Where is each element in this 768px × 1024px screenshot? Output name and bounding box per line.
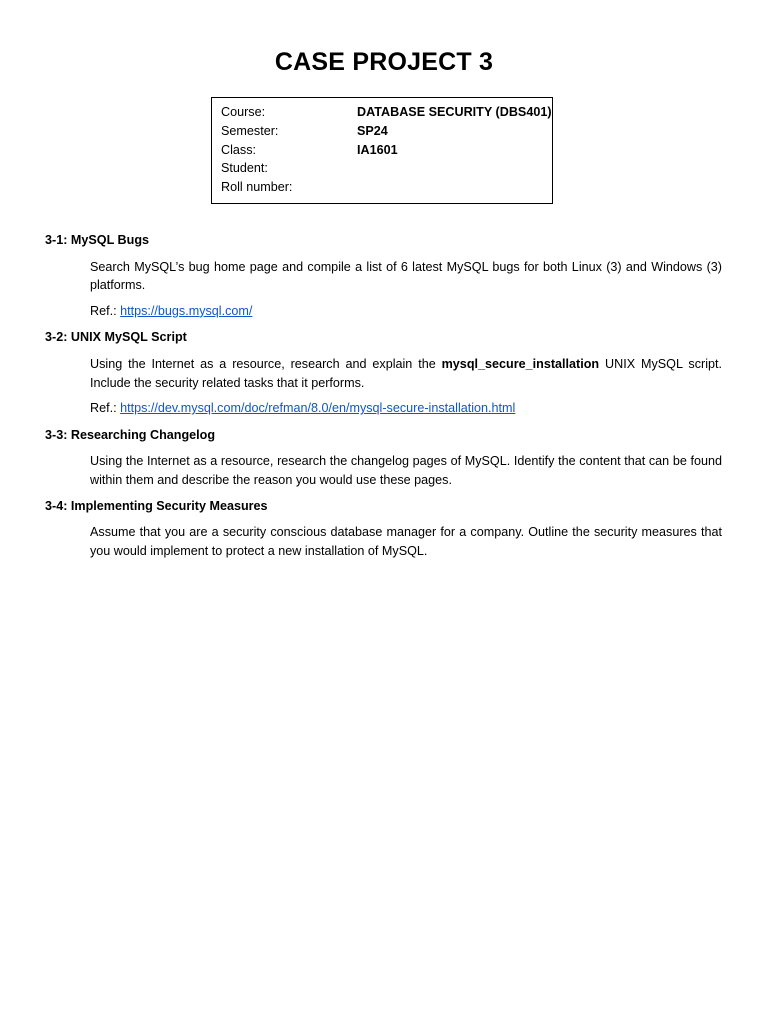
reference-link[interactable]: https://dev.mysql.com/doc/refman/8.0/en/mysql-secure-installation.html <box>120 401 516 416</box>
semester-label: Semester: <box>221 123 279 138</box>
course-label: Course: <box>221 105 266 119</box>
section-paragraph: Search MySQL’s bug home page and compile a list of 6 latest MySQL bugs for both Linux (3) and Windows (3) platforms. <box>90 259 722 293</box>
page-title: CASE PROJECT 3 <box>274 48 494 76</box>
class-label: Class: <box>221 142 256 157</box>
reference-line <box>90 302 722 321</box>
class-value: IA1601 <box>357 142 398 157</box>
section-3-2 <box>45 328 722 417</box>
section-paragraph: Using the Internet as a resource, research the changelog pages of MySQL. Identify the content that can be found within them and describe the reason you would use these pages. <box>90 454 722 487</box>
section-heading: 3-1: MySQL Bugs <box>45 233 150 247</box>
info-row-course <box>221 103 552 122</box>
document-body <box>45 231 722 567</box>
section-3-1 <box>45 231 722 320</box>
info-row-roll-number <box>221 178 552 197</box>
section-paragraph: Assume that you are a security conscious database manager for a company. Outline the security measures that you would implement to protect a new installation of MySQL. <box>90 525 722 558</box>
info-row-student <box>221 159 552 178</box>
paragraph-text-before: Using the Internet as a resource, research and explain the <box>90 356 442 371</box>
student-label: Student: <box>221 161 268 176</box>
reference-line <box>90 399 722 418</box>
paragraph-text-after: UNIX MySQL script. Include the security related tasks that it performs. <box>90 356 722 390</box>
info-row-class <box>221 141 552 160</box>
section-heading: 3-4: Implementing Security Measures <box>45 498 268 513</box>
script-name: mysql_secure_installation <box>441 356 600 371</box>
roll-number-label: Roll number: <box>221 180 293 195</box>
section-heading: 3-3: Researching Changelog <box>45 427 216 442</box>
section-3-4 <box>45 497 722 561</box>
section-3-3 <box>45 426 722 490</box>
course-info-box <box>211 97 553 204</box>
reference-label: Ref.: <box>90 401 121 416</box>
section-heading: 3-2: UNIX MySQL Script <box>45 330 187 345</box>
info-row-semester <box>221 122 552 141</box>
reference-label: Ref.: <box>90 303 121 318</box>
section-paragraph <box>90 355 722 392</box>
reference-link[interactable]: https://bugs.mysql.com/ <box>120 303 253 318</box>
course-value: DATABASE SECURITY (DBS401) <box>357 105 552 119</box>
semester-value: SP24 <box>357 123 388 138</box>
